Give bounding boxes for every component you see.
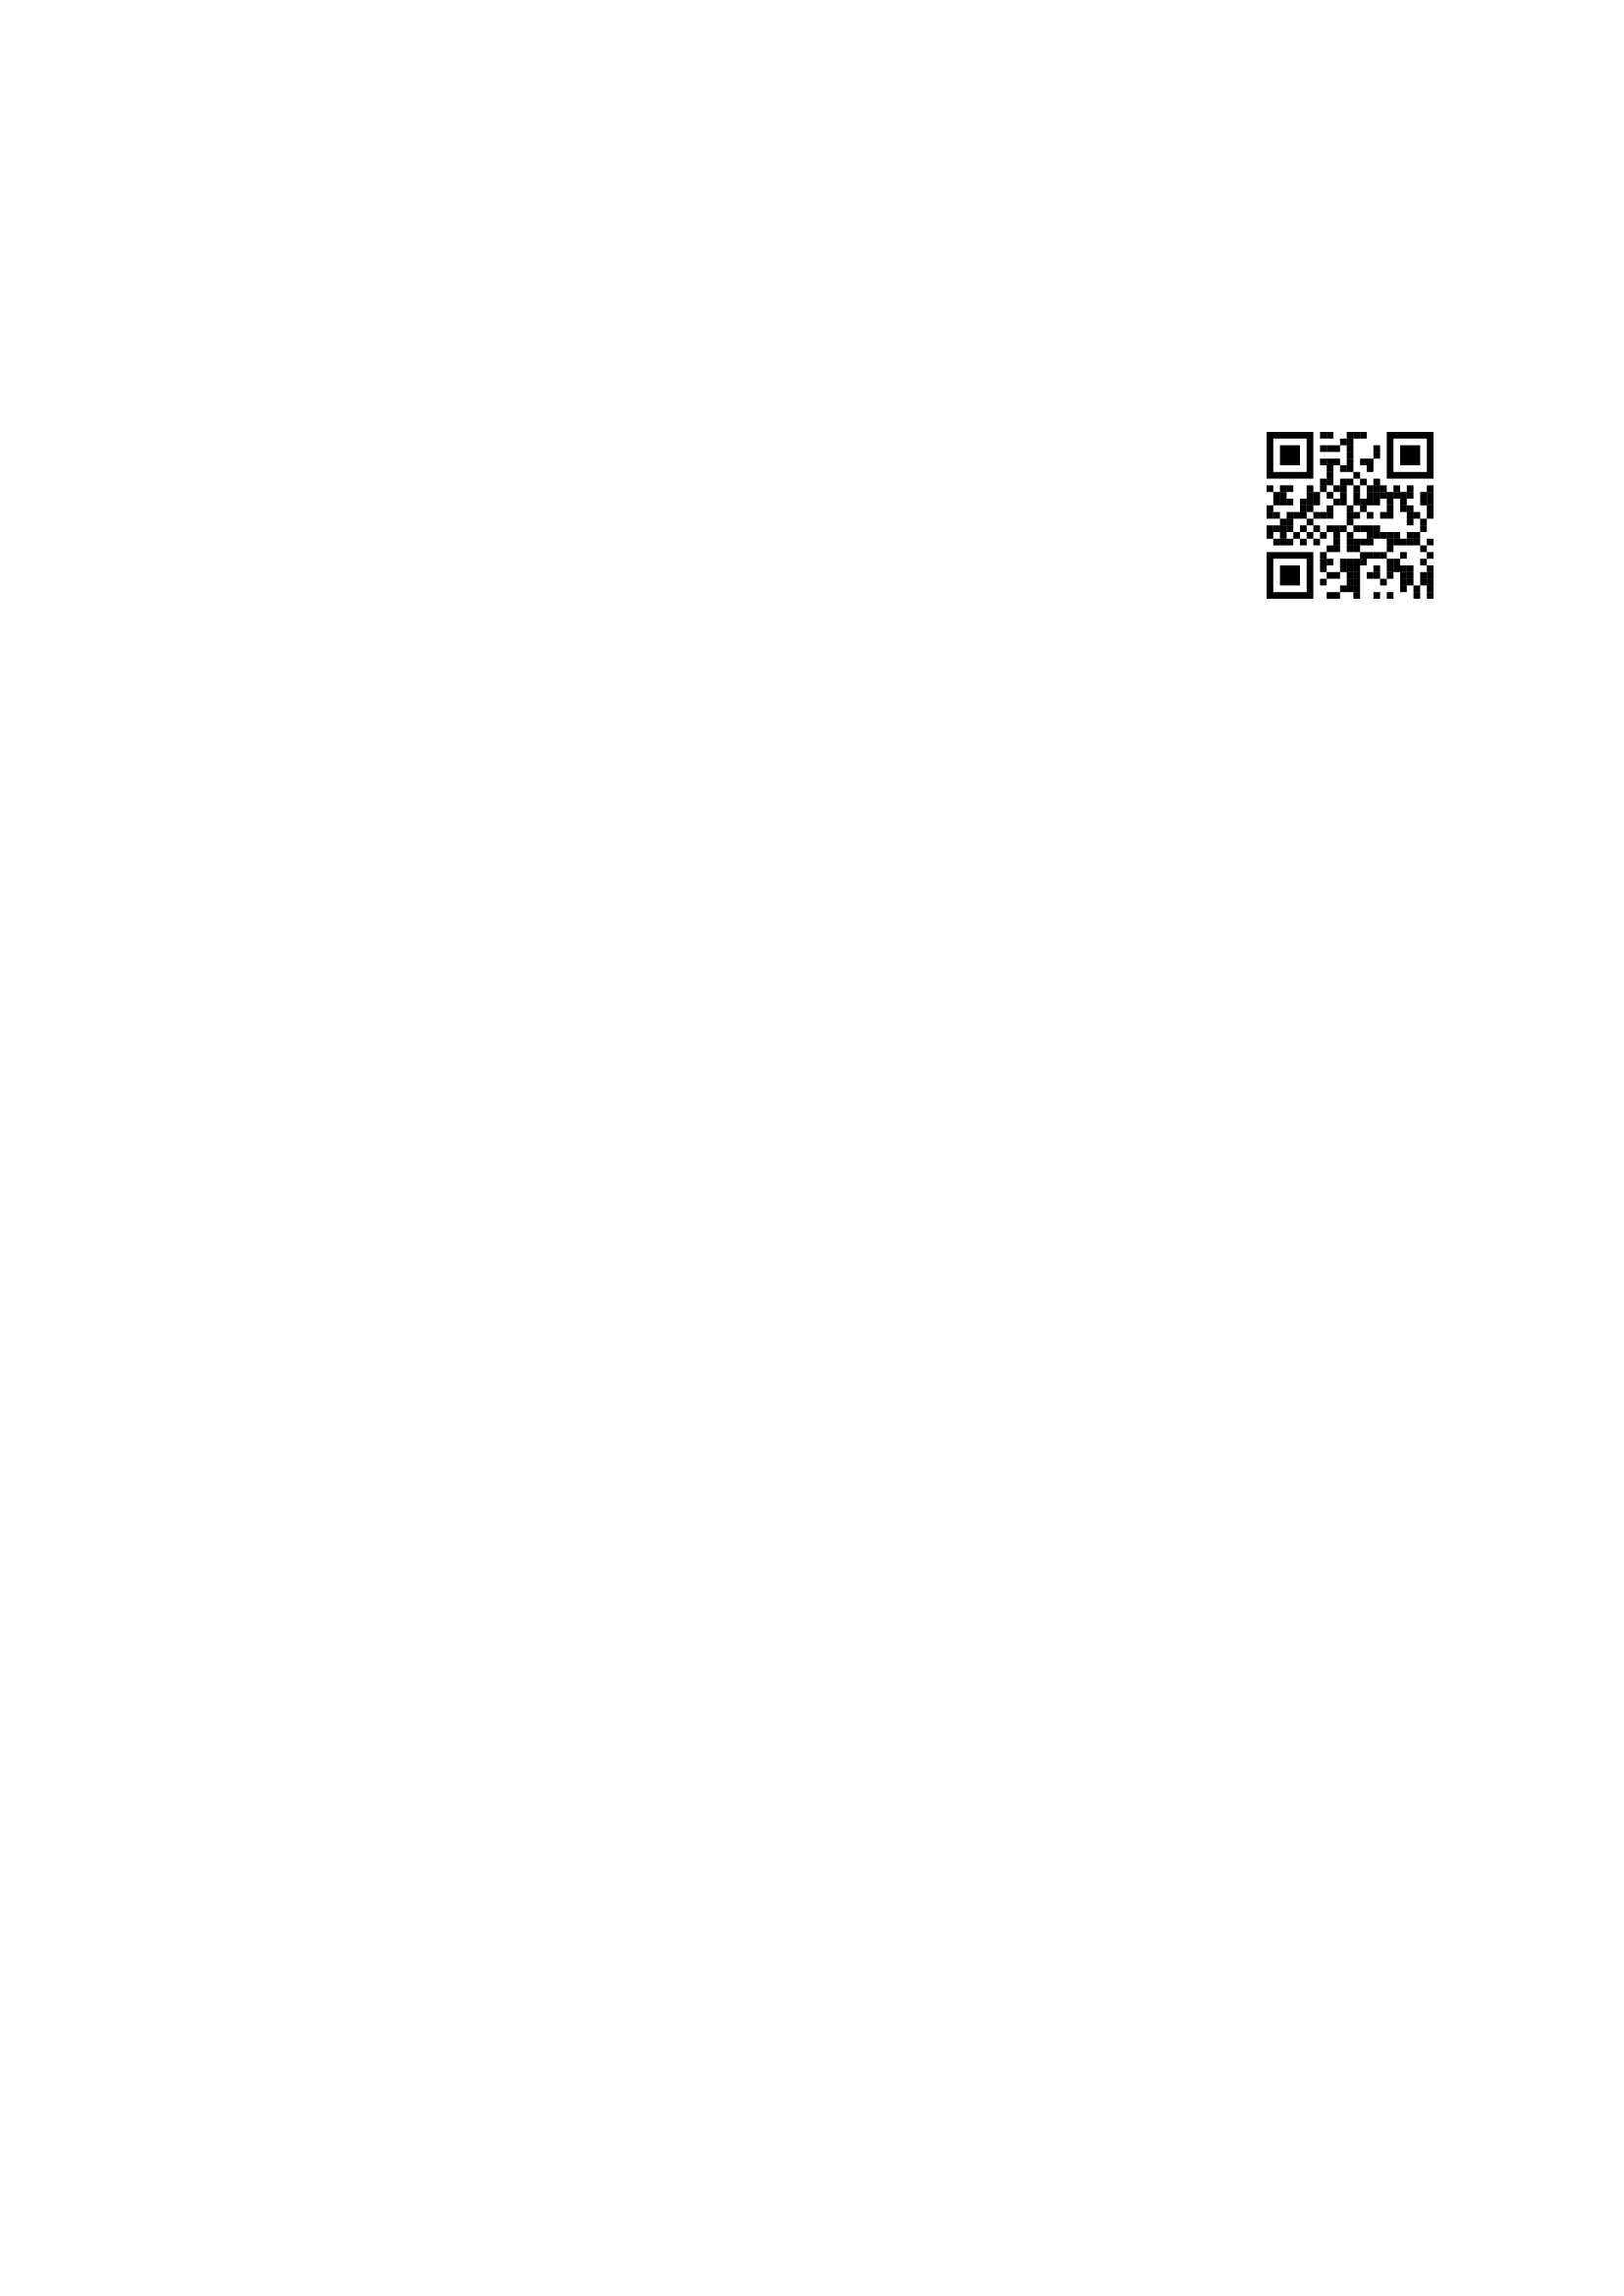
text-line xyxy=(206,1999,1443,2032)
text-line xyxy=(245,1076,1443,1109)
text-line xyxy=(245,263,1443,296)
text-line xyxy=(245,411,1443,445)
text-line xyxy=(245,1334,1443,1367)
text-line xyxy=(206,2109,1443,2142)
text-line xyxy=(206,2183,1443,2216)
text-line xyxy=(206,2072,1443,2106)
text-line xyxy=(245,743,1443,776)
text-line xyxy=(206,1445,1443,1478)
text-line xyxy=(245,300,1443,334)
text-line xyxy=(245,707,1443,740)
text-line xyxy=(206,1703,1443,1736)
text-line xyxy=(245,1186,1443,1219)
text-line xyxy=(206,1629,1443,1663)
text-line xyxy=(245,1039,1443,1072)
text-line xyxy=(206,1592,1443,1626)
text-line xyxy=(245,485,1443,518)
text-line xyxy=(206,1814,1443,1847)
text-line xyxy=(245,1223,1443,1256)
text-line xyxy=(206,2146,1443,2179)
text-line xyxy=(245,374,1443,407)
text-line xyxy=(245,817,1443,850)
text-line xyxy=(245,854,1443,887)
text-line xyxy=(245,448,1443,481)
text-line xyxy=(206,1924,1443,1957)
text-line xyxy=(206,1961,1443,1995)
text-line xyxy=(245,1112,1443,1146)
text-line xyxy=(206,1777,1443,1810)
text-line xyxy=(206,1666,1443,1699)
text-line xyxy=(206,2035,1443,2068)
text-line xyxy=(206,1850,1443,1884)
text-line xyxy=(245,596,1443,629)
text-line xyxy=(206,1739,1443,1773)
text-line xyxy=(245,1260,1443,1294)
text-line xyxy=(245,632,1443,666)
text-line xyxy=(245,780,1443,814)
qr-code-icon xyxy=(1267,432,1434,599)
text-line xyxy=(245,227,1443,260)
text-line xyxy=(245,559,1443,592)
text-line xyxy=(245,153,1443,187)
text-line xyxy=(245,928,1443,961)
text-line xyxy=(206,1555,1443,1588)
text-line xyxy=(245,1149,1443,1183)
text-line xyxy=(245,891,1443,925)
text-line xyxy=(245,1001,1443,1035)
text-line xyxy=(245,338,1443,371)
text-line xyxy=(245,189,1443,223)
text-line xyxy=(245,1408,1443,1441)
text-line xyxy=(206,1481,1443,1515)
text-line xyxy=(245,1297,1443,1330)
text-line xyxy=(206,1888,1443,1921)
text-line xyxy=(245,965,1443,998)
text-line xyxy=(245,1370,1443,1404)
text-line xyxy=(245,669,1443,703)
text-line xyxy=(245,116,1443,149)
text-line xyxy=(206,1519,1443,1552)
text-line xyxy=(245,522,1443,556)
